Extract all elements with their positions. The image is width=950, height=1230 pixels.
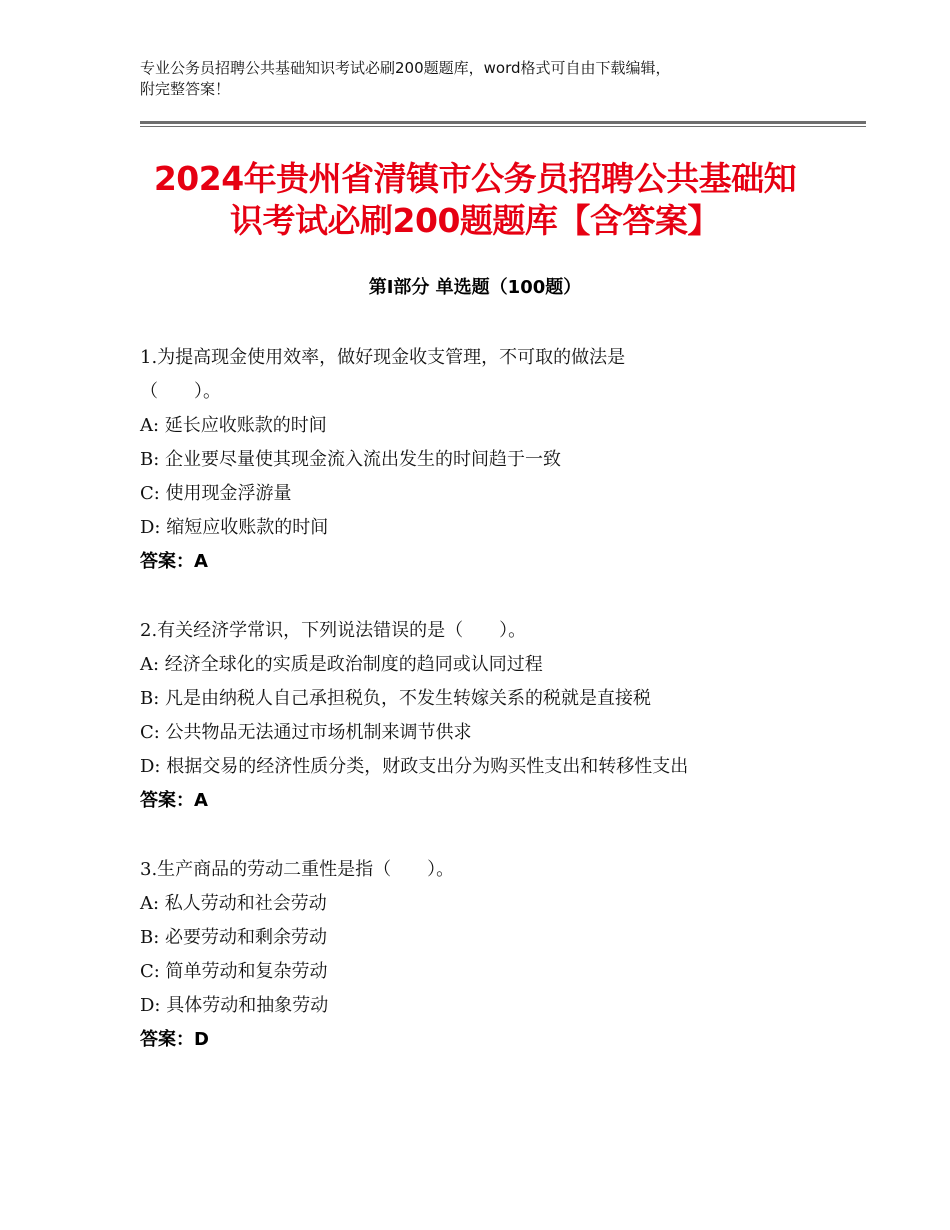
answer: 答案：A	[140, 551, 208, 572]
option-a: A: 经济全球化的实质是政治制度的趋同或认同过程	[140, 654, 543, 675]
option-b: B: 企业要尽量使其现金流入流出发生的时间趋于一致	[140, 449, 562, 470]
document-title	[100, 158, 850, 242]
answer: 答案：D	[140, 1029, 209, 1050]
section-heading: 第Ⅰ部分 单选题（100题）	[368, 277, 582, 298]
option-a: A: 延长应收账款的时间	[140, 415, 327, 436]
header-divider-thick	[140, 121, 866, 124]
document-title-line-1: 2024年贵州省清镇市公务员招聘公共基础知	[153, 159, 797, 198]
header-note-line-1: 专业公务员招聘公共基础知识考试必刷200题题库，word格式可自由下载编辑，	[140, 59, 671, 77]
header-note-line-2: 附完整答案！	[140, 80, 231, 98]
option-d: D: 具体劳动和抽象劳动	[140, 995, 329, 1016]
option-a: A: 私人劳动和社会劳动	[140, 893, 327, 914]
option-b: B: 必要劳动和剩余劳动	[140, 927, 328, 948]
question-stem: 1.为提高现金使用效率，做好现金收支管理，不可取的做法是	[140, 347, 626, 368]
document-title-line-2: 识考试必刷200题题库【含答案】	[230, 201, 720, 240]
question-stem-continued: （ ）。	[140, 381, 221, 402]
option-d: D: 缩短应收账款的时间	[140, 517, 329, 538]
option-d: D: 根据交易的经济性质分类，财政支出分为购买性支出和转移性支出	[140, 756, 689, 777]
header-note	[140, 58, 820, 100]
option-c: C: 公共物品无法通过市场机制来调节供求	[140, 722, 472, 743]
question-stem: 3.生产商品的劳动二重性是指（ ）。	[140, 859, 455, 880]
option-c: C: 使用现金浮游量	[140, 483, 292, 504]
header-divider-thin	[140, 126, 866, 127]
answer: 答案：A	[140, 790, 208, 811]
option-b: B: 凡是由纳税人自己承担税负，不发生转嫁关系的税就是直接税	[140, 688, 652, 709]
option-c: C: 简单劳动和复杂劳动	[140, 961, 328, 982]
question-2	[140, 614, 840, 818]
question-1	[140, 341, 840, 579]
question-stem: 2.有关经济学常识，下列说法错误的是（ ）。	[140, 620, 527, 641]
question-3	[140, 853, 840, 1057]
